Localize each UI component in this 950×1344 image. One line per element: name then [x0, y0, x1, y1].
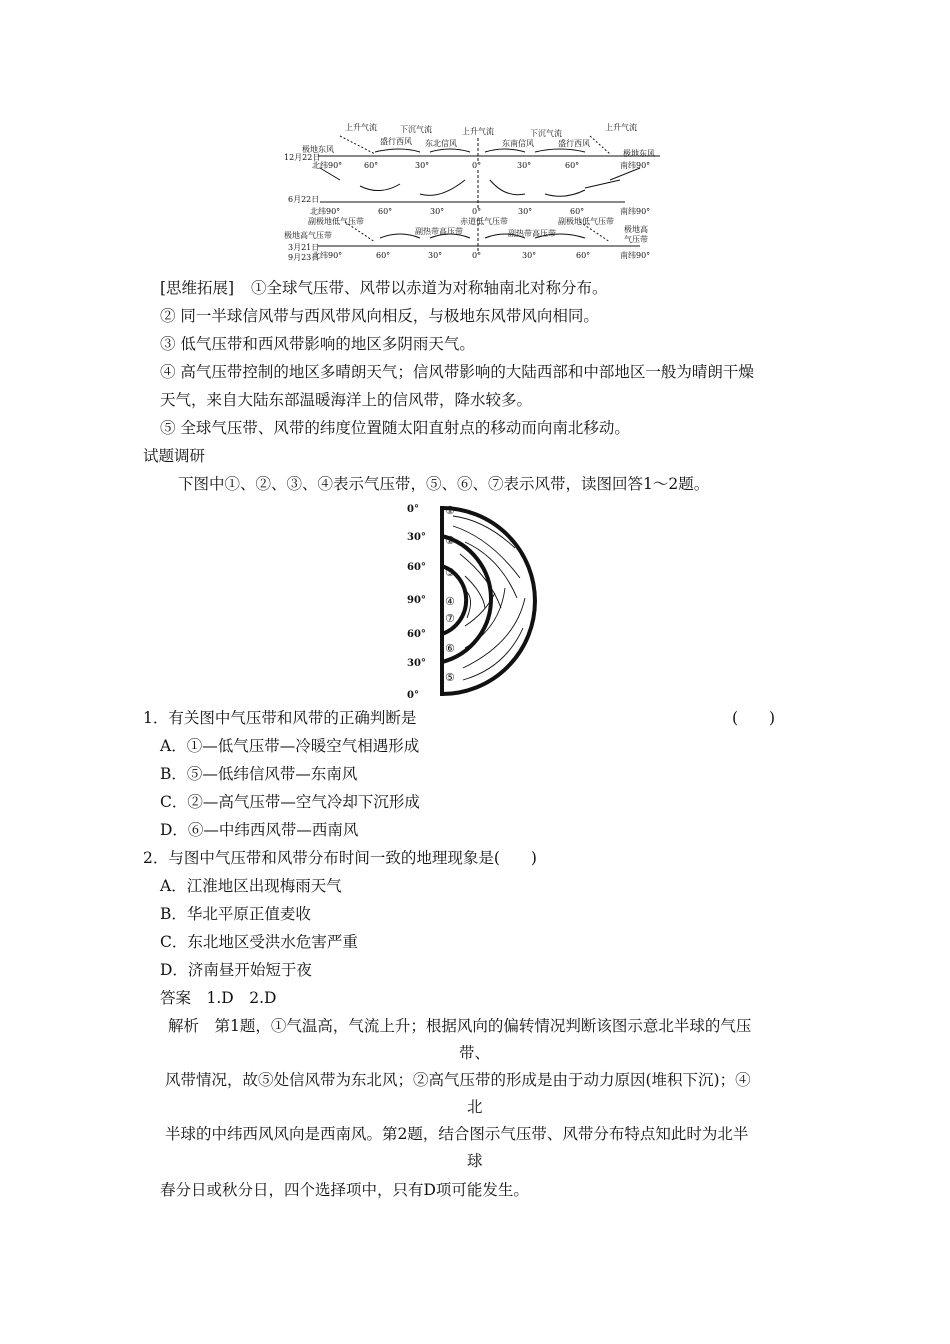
- row3-date2: 9月23日: [288, 253, 320, 262]
- q1-option-c: C．②—高气压带—空气冷却下沉形成: [160, 793, 420, 811]
- q1-paren: ( ): [732, 709, 776, 727]
- intro-text: 下图中①、②、③、④表示气压带，⑤、⑥、⑦表示风带，读图回答1～2题。: [178, 475, 710, 493]
- row3-tick-4: 30°: [522, 251, 537, 260]
- row2-belt-2: 赤道低气压带: [460, 217, 508, 226]
- row3-right: 南纬90°: [620, 251, 651, 260]
- q1-stem: 1．有关图中气压带和风带的正确判断是: [143, 709, 417, 727]
- row3-polar-right-1: 极地高: [624, 225, 648, 234]
- lat-label-60-bottom: 60°: [407, 629, 426, 640]
- thinking-p5: ⑤ 全球气压带、风带的纬度位置随太阳直射点的移动而向南北移动。: [160, 419, 630, 437]
- row3-date1: 3月21日: [288, 243, 320, 252]
- q2-option-d: D．济南昼开始短于夜: [160, 961, 312, 979]
- row2-left: 北纬90°: [310, 207, 341, 216]
- lat-label-0-bottom: 0°: [407, 690, 419, 701]
- thinking-p3: ③ 低气压带和西风带影响的地区多阴雨天气。: [160, 335, 475, 353]
- row1-top-1: 上升气流: [345, 123, 377, 132]
- thinking-p4b: 天气，来自大陆东部温暖海洋上的信风带，降水较多。: [160, 391, 533, 409]
- analysis-line-1b: 带、: [459, 1044, 491, 1062]
- lat-label-90: 90°: [407, 595, 426, 606]
- q1-option-b: B．⑤—低纬信风带—东南风: [160, 765, 358, 783]
- row1-wind-4: 盛行西风: [558, 139, 590, 148]
- row3-tick-5: 60°: [576, 251, 591, 260]
- row1-tick-3: 0°: [472, 161, 482, 170]
- row1-wind-3: 东南信风: [502, 139, 534, 148]
- row1-tick-1: 60°: [364, 161, 379, 170]
- row1-wind-1: 盛行西风: [380, 137, 412, 146]
- row1-right: 南纬90°: [620, 161, 651, 170]
- analysis-line-3b: 球: [467, 1152, 483, 1170]
- marker-4: ④: [445, 595, 455, 608]
- thinking-p4a: ④ 高气压带控制的地区多晴朗天气；信风带影响的大陆西部和中部地区一般为晴朗干燥: [160, 363, 754, 381]
- row3-tick-3: 0°: [472, 251, 482, 260]
- q2-option-c: C．东北地区受洪水危害严重: [160, 933, 358, 951]
- thinking-p1: ①全球气压带、风带以赤道为对称轴南北对称分布。: [251, 279, 608, 297]
- row3-left: 北纬90°: [312, 251, 343, 260]
- analysis-line-2b: 北: [467, 1098, 483, 1116]
- analysis-line-1: 解析 第1题，①气温高，气流上升；根据风向的偏转情况判断该图示意北半球的气压: [168, 1017, 752, 1035]
- row2-belt-1: 副极地低气压带: [308, 217, 364, 226]
- row1-date: 12月22日: [284, 153, 321, 162]
- row1-top-2: 下沉气流: [400, 125, 432, 134]
- row2-tick-1: 60°: [378, 207, 393, 216]
- row2-belt-3: 副极地低气压带: [558, 217, 614, 226]
- marker-1: ①: [445, 504, 455, 517]
- row2-tick-5: 60°: [570, 207, 585, 216]
- row1-top-3: 上升气流: [462, 127, 494, 136]
- lat-label-30-bottom: 30°: [407, 658, 426, 669]
- lat-label-0-top: 0°: [407, 504, 419, 515]
- q2-stem: 2．与图中气压带和风带分布时间一致的地理现象是( ): [143, 849, 537, 867]
- lat-label-30-top: 30°: [407, 532, 426, 543]
- marker-6: ⑥: [445, 642, 455, 655]
- row2-tick-4: 30°: [518, 207, 533, 216]
- q1-option-d: D．⑥—中纬西风带—西南风: [160, 821, 359, 839]
- row3-tick-2: 30°: [428, 251, 443, 260]
- row1-polar-left: 极地东风: [302, 145, 334, 154]
- row2-date: 6月22日: [288, 195, 320, 204]
- row1-left: 北纬90°: [312, 161, 343, 170]
- row2-tick-3: 0°: [472, 207, 482, 216]
- row3-tick-1: 60°: [376, 251, 391, 260]
- q1-option-a: A．①—低气压带—冷暖空气相遇形成: [160, 737, 420, 755]
- row1-top-5: 上升气流: [605, 123, 637, 132]
- thinking-label: [思维拓展]: [160, 279, 235, 297]
- q2-option-b: B．华北平原正值麦收: [160, 905, 311, 923]
- marker-5: ⑤: [445, 671, 455, 684]
- row1-tick-5: 60°: [565, 161, 580, 170]
- semicircle-belt-diagram: [405, 498, 555, 703]
- thinking-line-1: [160, 278, 608, 298]
- marker-7: ⑦: [445, 612, 455, 625]
- analysis-line-3: 半球的中纬西风风向是西南风。第2题，结合图示气压带、风带分布特点知此时为北半: [165, 1125, 749, 1143]
- section-title: 试题调研: [143, 447, 206, 465]
- row1-tick-2: 30°: [415, 161, 430, 170]
- row3-belt-1: 副热带高压带: [415, 227, 463, 236]
- row3-polar-left: 极地高气压带: [284, 231, 332, 240]
- answer-line: 答案 1.D 2.D: [160, 989, 277, 1007]
- row3-belt-2: 副热带高压带: [508, 229, 556, 238]
- marker-3: ③: [445, 566, 455, 579]
- row1-top-4: 下沉气流: [530, 129, 562, 138]
- row3-polar-right-2: 气压带: [624, 235, 648, 244]
- row1-wind-2: 东北信风: [425, 139, 457, 148]
- row1-polar-right: 极地东风: [623, 149, 655, 158]
- analysis-line-2: 风带情况，故⑤处信风带为东北风；②高气压带的形成是由于动力原因(堆积下沉)；④: [165, 1071, 751, 1089]
- row1-tick-4: 30°: [517, 161, 532, 170]
- row2-tick-2: 30°: [430, 207, 445, 216]
- pressure-belt-shift-diagram: [280, 118, 680, 268]
- marker-2: ②: [445, 534, 455, 547]
- thinking-p2: ② 同一半球信风带与西风带风向相反，与极地东风带风向相同。: [160, 307, 599, 325]
- q2-option-a: A．江淮地区出现梅雨天气: [160, 877, 342, 895]
- row2-right: 南纬90°: [620, 207, 651, 216]
- analysis-line-4: 春分日或秋分日，四个选择项中，只有D项可能发生。: [160, 1181, 529, 1199]
- lat-label-60-top: 60°: [407, 562, 426, 573]
